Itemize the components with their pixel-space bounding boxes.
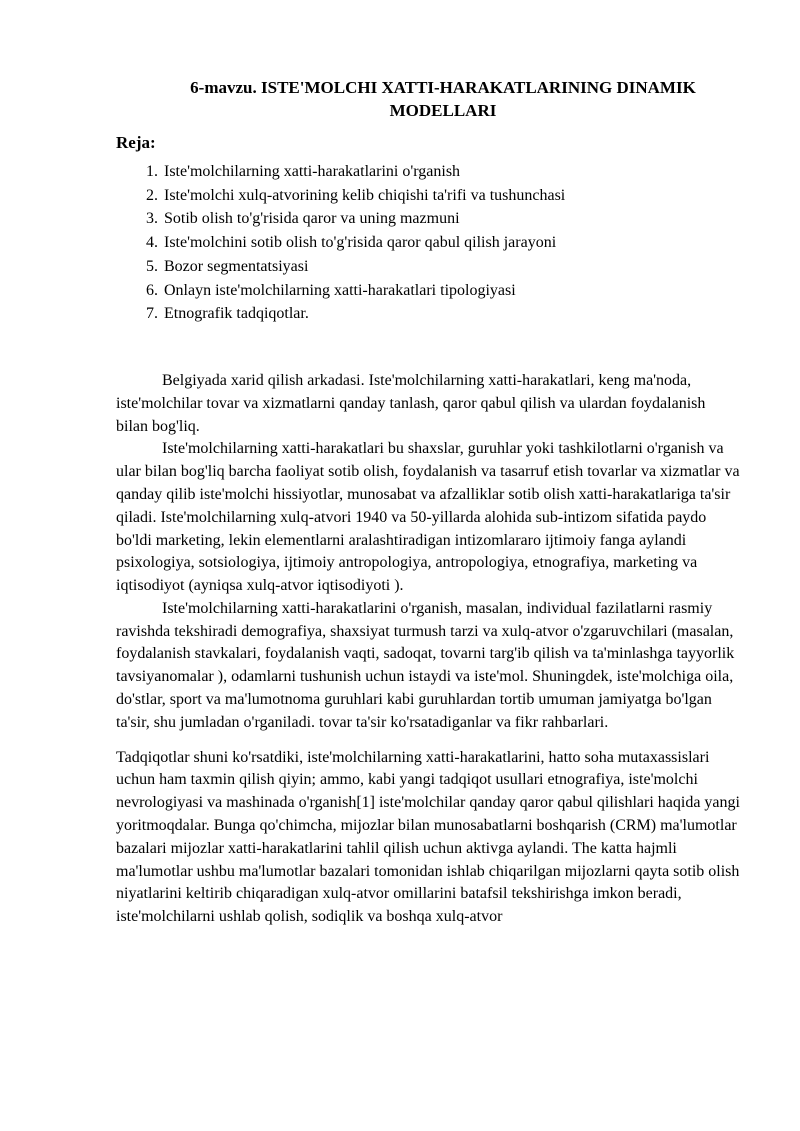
body-paragraph: Iste'molchilarning xatti-harakatlarini o'rganish, masalan, individual fazilatlarni rasmiy ravishda tekshiradi demografiya, shaxsiyat turmush tarzi va xulq-atvor o'zgaruvchilari (masalan, foydalanish stavkalari, foydalanish vaqti, sadoqat, tovarni targ'ib qilish va ta'minlashga tayyorlik tavsiyanomalar ), odamlarni tushunish uchun istaydi va iste'mol. Shuningdek, iste'molchiga oila, do'stlar, sport va ma'lumotnoma guruhlari kabi guruhlardan tortib umuman jamiyatga bo'lgan ta'sir, shu jumladan o'rganiladi. tovar ta'sir ko'rsatadiganlar va fikr rahbarlari.: [116, 599, 735, 731]
plan-item: 6. Onlayn iste'molchilarning xatti-harakatlari tipologiyasi: [162, 279, 740, 303]
section-spacer: [116, 326, 740, 370]
plan-list: [116, 160, 740, 326]
document-title: 6-mavzu. ISTE'MOLCHI XATTI-HARAKATLARINING DINAMIK MODELLARI: [190, 78, 696, 120]
document-page: [116, 76, 740, 929]
body-paragraph: Iste'molchilarning xatti-harakatlari bu shaxslar, guruhlar yoki tashkilotlarni o'rganish va ular bilan bog'liq barcha faoliyat sotib olish, foydalanish va tasarruf etish tovarlar va xizmatlar va qanday qilib iste'molchi hissiyotlar, munosabat va afzalliklar sotib olish xatti-harakatlariga ta'sir qiladi. Iste'molchilarning xulq-atvori 1940 va 50-yillarda alohida sub-intizom sifatida paydo bo'ldi marketing, lekin elementlarni aralashtiradigan intizomlararo ijtimoiy fanga aylandi psixologiya, sotsiologiya, ijtimoiy antropologiya, antropologiya, etnografiya, marketing va iqtisodiyot (ayniqsa xulq-atvor iqtisodiyoti ).: [116, 440, 740, 595]
plan-item: 7. Etnografik tadqiqotlar.: [162, 302, 740, 326]
plan-item: 4. Iste'molchini sotib olish to'g'risida qaror qabul qilish jarayoni: [162, 231, 740, 255]
plan-item: 2. Iste'molchi xulq-atvorining kelib chiqishi ta'rifi va tushunchasi: [162, 184, 740, 208]
plan-heading: Reja:: [116, 133, 156, 152]
plan-item: 5. Bozor segmentatsiyasi: [162, 255, 740, 279]
body-paragraph: Belgiyada xarid qilish arkadasi. Iste'molchilarning xatti-harakatlari, keng ma'noda, iste'molchilar tovar va xizmatlarni qanday tanlash, qaror qabul qilish va ulardan foydalanish bilan bog'liq.: [116, 371, 706, 435]
plan-item: 3. Sotib olish to'g'risida qaror va uning mazmuni: [162, 207, 740, 231]
plan-item: 1. Iste'molchilarning xatti-harakatlarini o'rganish: [162, 160, 740, 184]
body-paragraph: Tadqiqotlar shuni ko'rsatdiki, iste'molchilarning xatti-harakatlarini, hatto soha mutaxassislari uchun ham taxmin qilish qiyin; ammo, kabi yangi tadqiqot usullari etnografiya, iste'molchi nevrologiyasi va mashinada o'rganish[1] iste'molchilar qanday qaror qabul qilishlari haqida yangi yoritmoqdalar. Bunga qo'chimcha, mijozlar bilan munosabatlarni boshqarish (CRM) ma'lumotlar bazalari mijozlar xatti-harakatlarini tahlil qilish uchun aktivga aylandi. The katta hajmli ma'lumotlar ushbu ma'lumotlar bazalari tomonidan ishlab chiqarilgan mijozlarni qayta sotib olish niyatlarini keltirib chiqaradigan xulq-atvor omillarini batafsil tekshirishga imkon beradi, iste'molchilarni ushlab qolish, sodiqlik va boshqa xulq-atvor: [116, 748, 740, 926]
